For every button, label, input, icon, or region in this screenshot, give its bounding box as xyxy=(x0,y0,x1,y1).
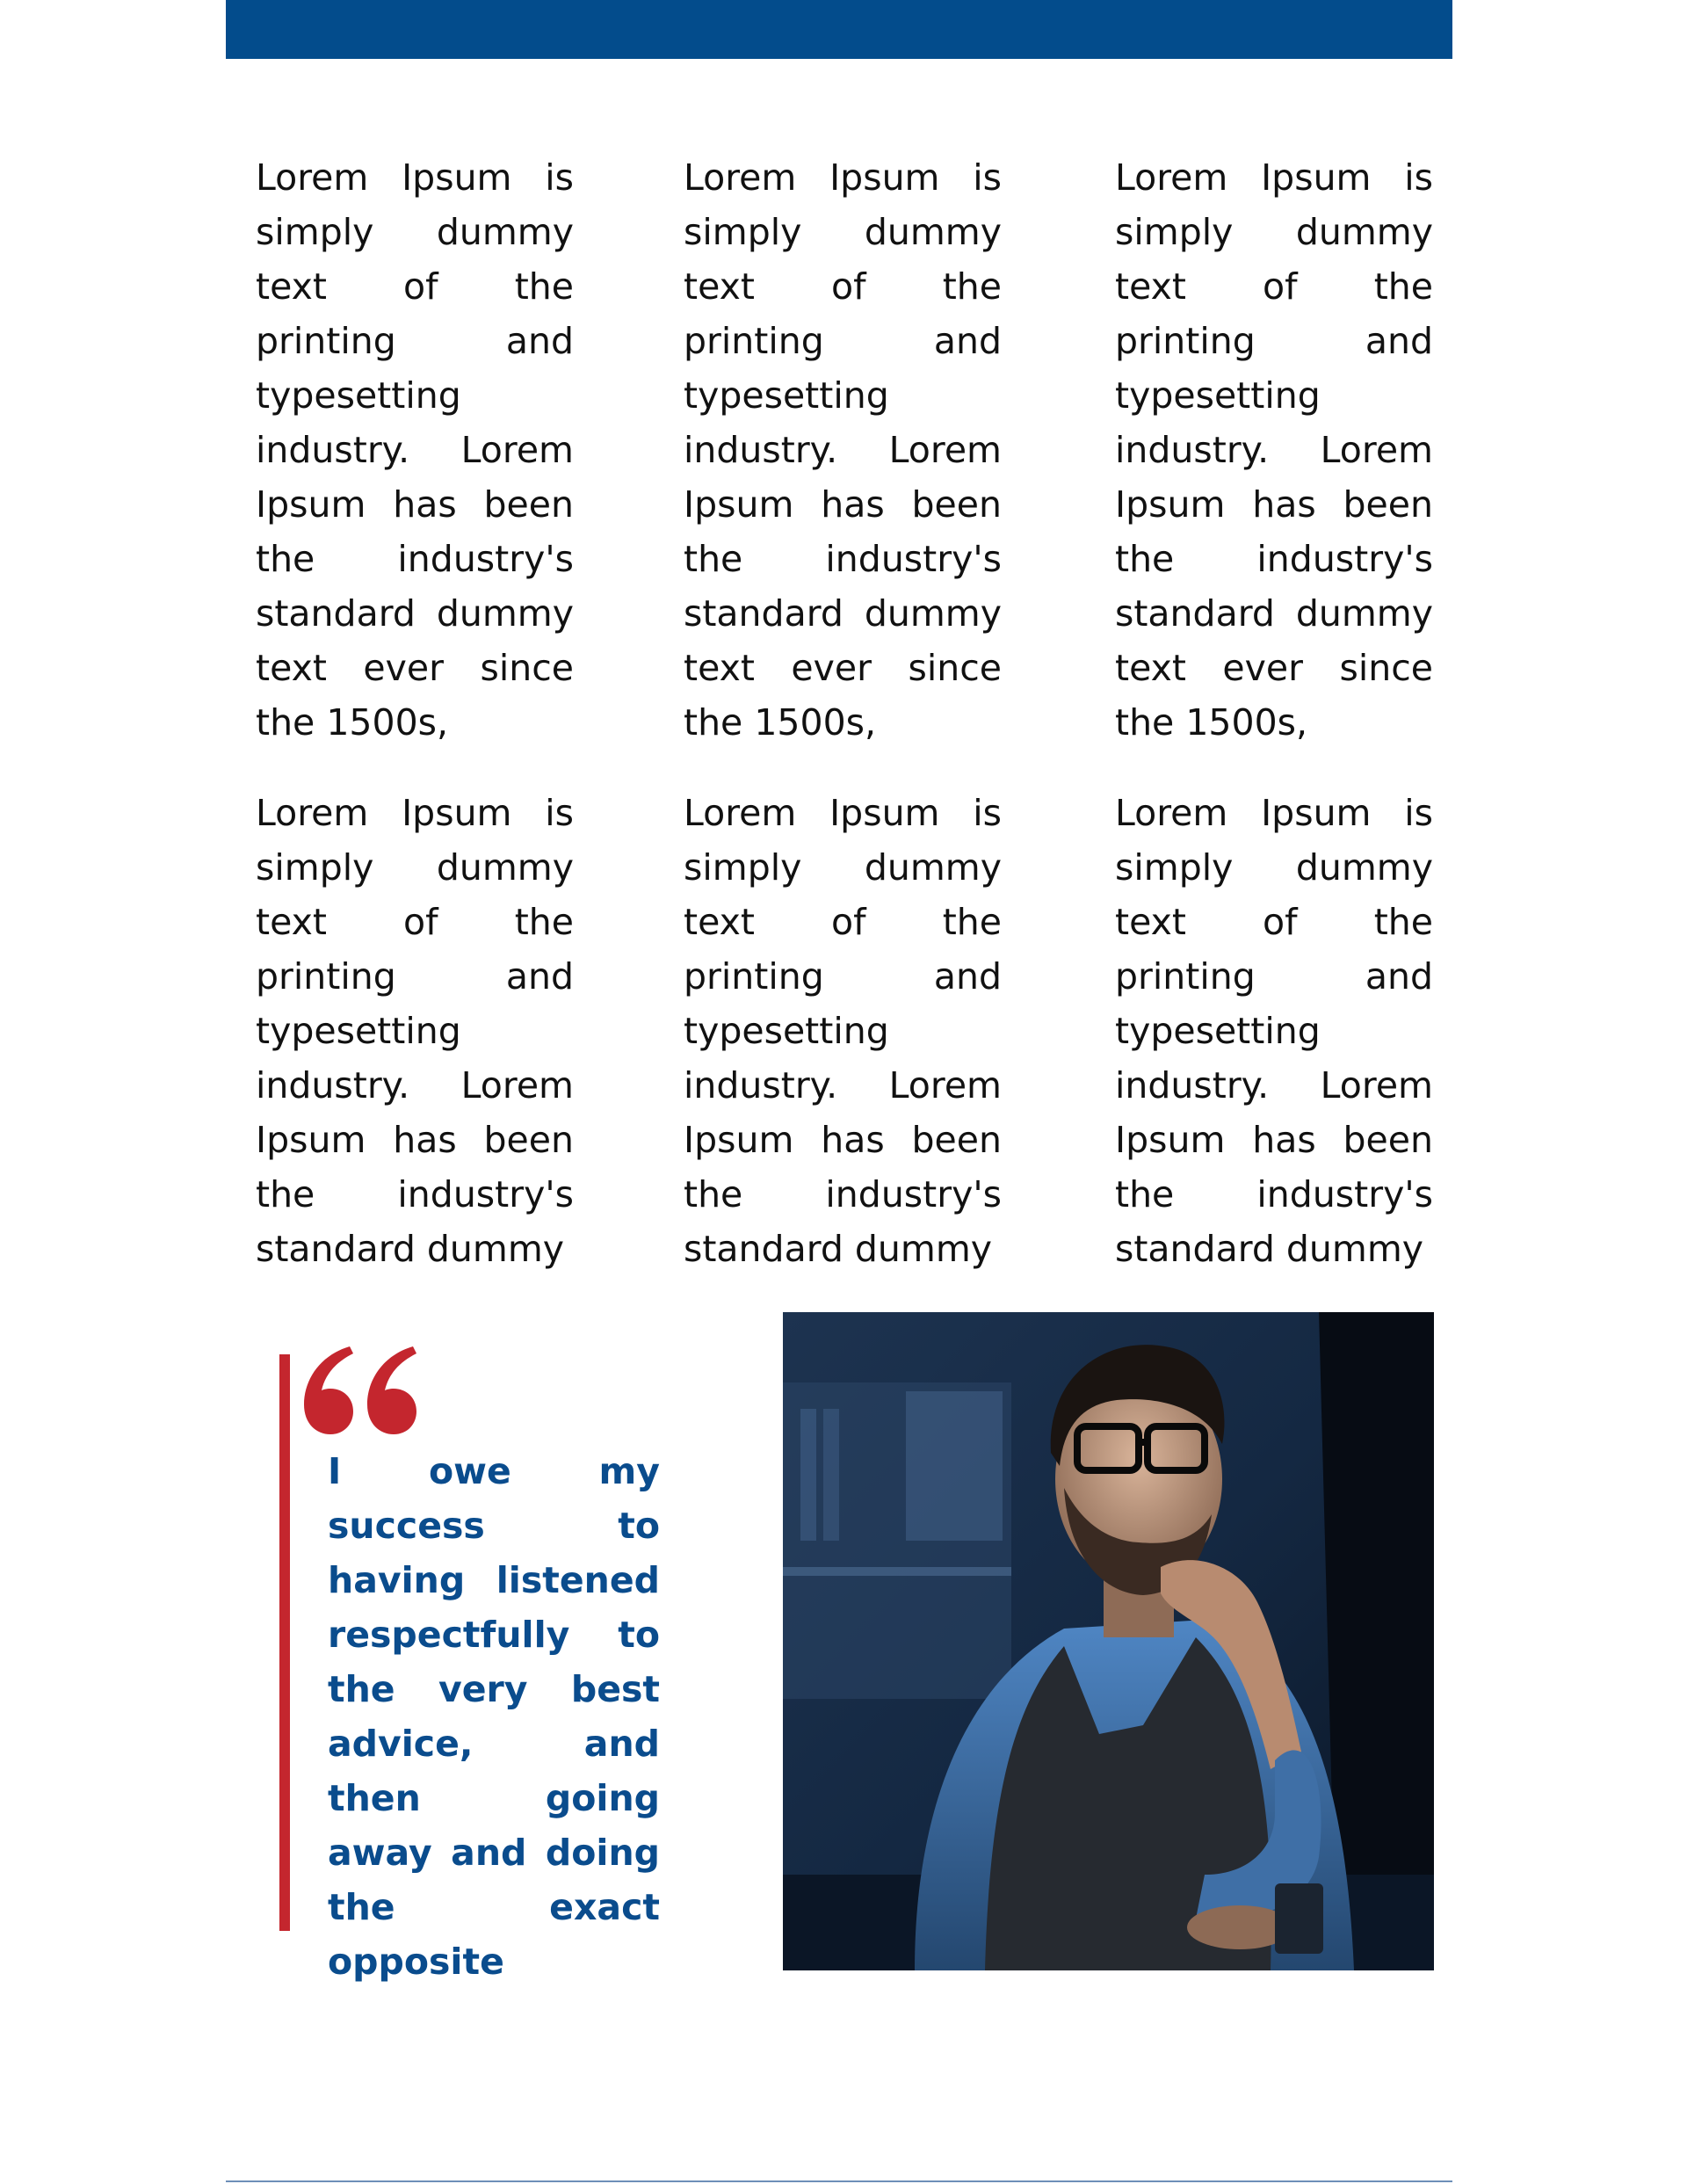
column-paragraph: Lorem Ipsum is simply dummy text of the printing and typesetting industry. Lorem Ipsum has been the industry's standard dummy xyxy=(684,792,1002,1270)
text-column-2 xyxy=(684,150,1002,1276)
column-paragraph: Lorem Ipsum is simply dummy text of the printing and typesetting industry. Lorem Ipsum has been the industry's standard dummy xyxy=(1115,792,1433,1270)
header-band xyxy=(226,0,1452,59)
column-paragraph: Lorem Ipsum is simply dummy text of the printing and typesetting industry. Lorem Ipsum has been the industry's standard dummy xyxy=(256,792,574,1270)
pull-quote-text: I owe my success to having listened respectfully to the very best advice, and then going away and doing the exact opposite xyxy=(328,1450,660,1983)
footer-rule xyxy=(226,2180,1452,2182)
photo-man-at-computer xyxy=(783,1312,1434,1970)
text-column-1 xyxy=(256,150,574,1276)
quote-mark-icon xyxy=(302,1343,418,1436)
column-paragraph: Lorem Ipsum is simply dummy text of the printing and typesetting industry. Lorem Ipsum has been the industry's standard dummy text ever since the 1500s, xyxy=(684,156,1002,744)
text-column-3 xyxy=(1115,150,1433,1276)
column-paragraph: Lorem Ipsum is simply dummy text of the printing and typesetting industry. Lorem Ipsum has been the industry's standard dummy text ever since the 1500s, xyxy=(1115,156,1433,744)
quote-accent-bar xyxy=(279,1354,290,1931)
column-paragraph: Lorem Ipsum is simply dummy text of the printing and typesetting industry. Lorem Ipsum has been the industry's standard dummy text ever since the 1500s, xyxy=(256,156,574,744)
photo-man-with-glasses-icon xyxy=(783,1312,1434,1970)
